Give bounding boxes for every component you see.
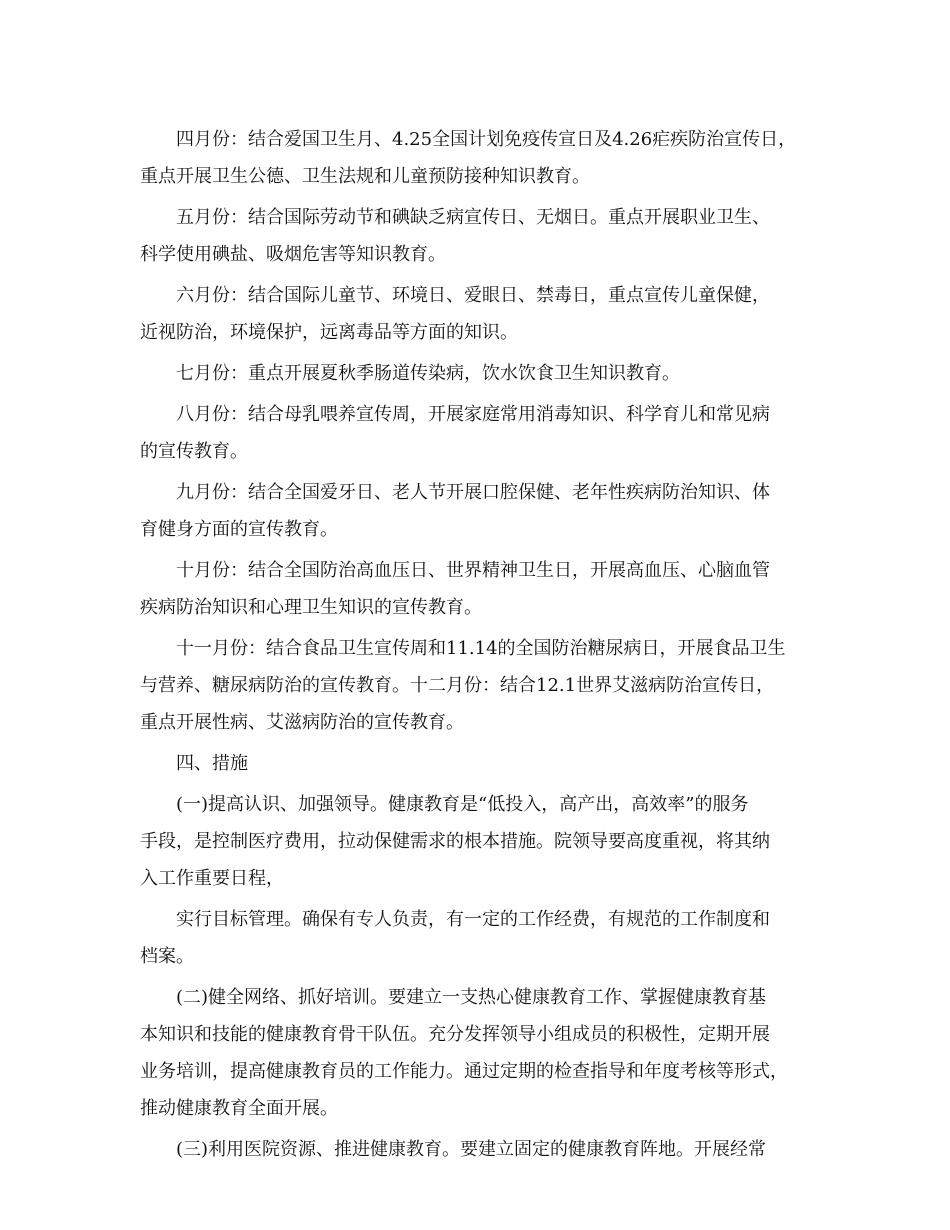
text-line: 十一月份：结合食品卫生宣传周和11.14的全国防治糖尿病日，开展食品卫生 bbox=[176, 638, 786, 659]
text-line: (三)利用医院资源、推进健康教育。要建立固定的健康教育阵地。开展经常 bbox=[176, 1139, 767, 1160]
text-line: 档案。 bbox=[140, 946, 194, 967]
text-line: 重点开展性病、艾滋病防治的宣传教育。 bbox=[140, 712, 464, 733]
text-line: 实行目标管理。确保有专人负责，有一定的工作经费，有规范的工作制度和 bbox=[176, 909, 770, 930]
paragraph-november-december bbox=[140, 637, 830, 735]
text-line: 疾病防治知识和心理卫生知识的宣传教育。 bbox=[140, 597, 482, 618]
text-line: 手段，是控制医疗费用，拉动保健需求的根本措施。院领导要高度重视，将其纳 bbox=[140, 831, 770, 852]
text-line: 重点开展卫生公德、卫生法规和儿童预防接种知识教育。 bbox=[140, 166, 590, 187]
text-line: 四月份：结合爱国卫生月、4.25全国计划免疫传宣日及4.26疟疾防治宣传日， bbox=[176, 129, 797, 150]
paragraph-measure-1 bbox=[140, 793, 830, 891]
paragraph-july bbox=[140, 362, 830, 386]
text-line: 九月份：结合全国爱牙日、老人节开展口腔保健、老年性疾病防治知识、体 bbox=[176, 482, 770, 503]
paragraph-may bbox=[140, 206, 830, 267]
text-line: 六月份：结合国际儿童节、环境日、爱眼日、禁毒日，重点宣传儿童保健， bbox=[176, 285, 770, 306]
paragraph-measure-1-continued bbox=[140, 908, 830, 969]
document-body bbox=[140, 128, 830, 1162]
text-line: 与营养、糖尿病防治的宣传教育。十二月份：结合12.1世界艾滋病防治宣传日， bbox=[140, 675, 775, 696]
text-line: 本知识和技能的健康教育骨干队伍。充分发挥领导小组成员的积极性，定期开展 bbox=[140, 1024, 770, 1045]
text-line: 推动健康教育全面开展。 bbox=[140, 1098, 338, 1119]
paragraph-october bbox=[140, 559, 830, 620]
paragraph-september bbox=[140, 481, 830, 542]
paragraph-measure-2 bbox=[140, 986, 830, 1121]
text-line: 四、措施 bbox=[176, 753, 248, 774]
text-line: (二)健全网络、抓好培训。要建立一支热心健康教育工作、掌握健康教育基 bbox=[176, 987, 767, 1008]
text-line: 育健身方面的宣传教育。 bbox=[140, 519, 338, 540]
text-line: 十月份：结合全国防治高血压日、世界精神卫生日，开展高血压、心脑血管 bbox=[176, 560, 770, 581]
paragraph-april bbox=[140, 128, 830, 189]
text-line: 近视防治，环境保护，远离毒品等方面的知识。 bbox=[140, 322, 518, 343]
paragraph-june bbox=[140, 284, 830, 345]
paragraph-august bbox=[140, 403, 830, 464]
text-line: 业务培训，提高健康教育员的工作能力。通过定期的检查指导和年度考核等形式， bbox=[140, 1061, 788, 1082]
text-line: (一)提高认识、加强领导。健康教育是“低投入，高产出，高效率”的服务 bbox=[176, 794, 749, 815]
text-line: 科学使用碘盐、吸烟危害等知识教育。 bbox=[140, 244, 446, 265]
text-line: 五月份：结合国际劳动节和碘缺乏病宣传日、无烟日。重点开展职业卫生、 bbox=[176, 207, 770, 228]
paragraph-measure-3 bbox=[140, 1138, 830, 1162]
text-line: 的宣传教育。 bbox=[140, 441, 248, 462]
paragraph-section-measures-heading bbox=[140, 752, 830, 776]
text-line: 入工作重要日程， bbox=[140, 868, 284, 889]
text-line: 七月份：重点开展夏秋季肠道传染病，饮水饮食卫生知识教育。 bbox=[176, 363, 680, 384]
text-line: 八月份：结合母乳喂养宣传周，开展家庭常用消毒知识、科学育儿和常见病 bbox=[176, 404, 770, 425]
